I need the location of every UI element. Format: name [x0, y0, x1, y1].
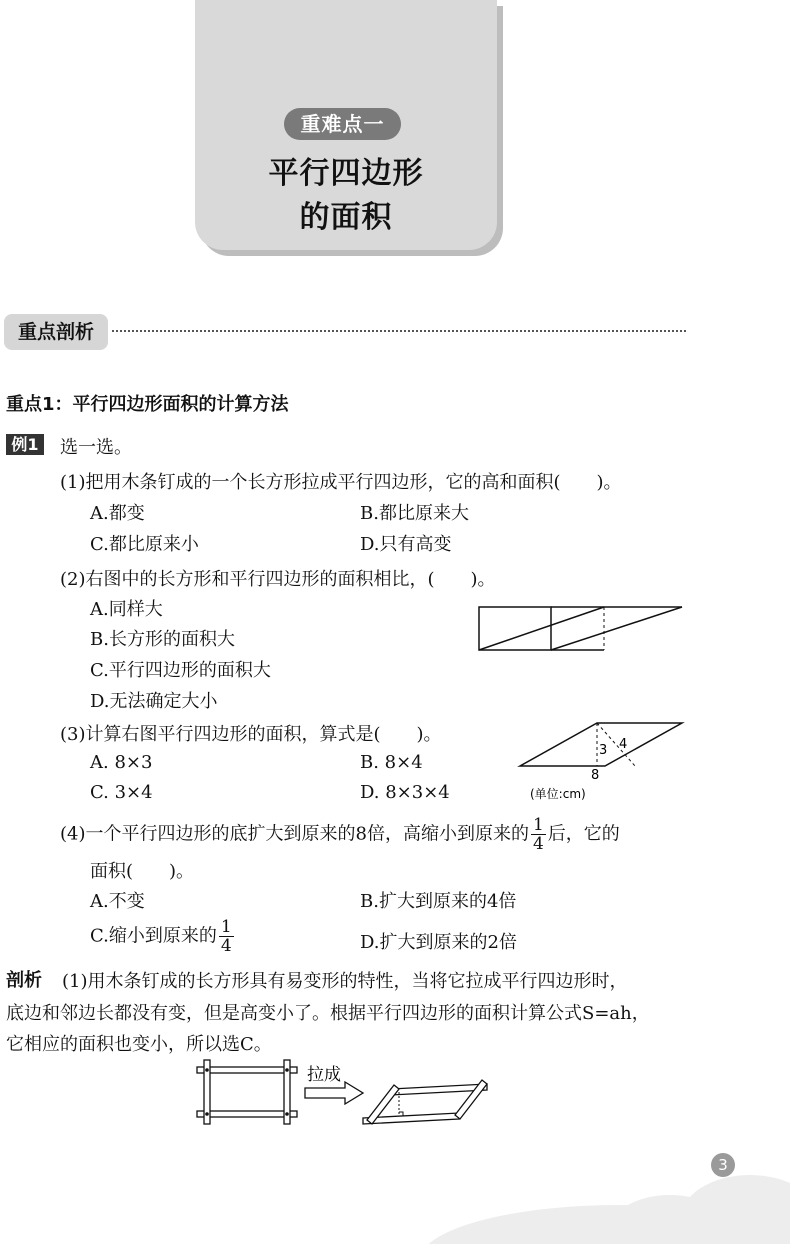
lesson-title-line1: 平行四边形 [268, 156, 424, 191]
question-4-option-c [90, 918, 236, 955]
fraction-numerator: 1 [220, 917, 232, 937]
analysis-label: 剖析 [6, 970, 42, 991]
fraction-denominator: 4 [532, 834, 544, 854]
figure-side-label: 4 [619, 737, 628, 752]
question-2-option-b: B.长方形的面积大 [90, 629, 235, 650]
example-label: 例1 [6, 434, 44, 455]
question-1-option-c: C.都比原来小 [90, 534, 199, 555]
page-number: 3 [711, 1153, 735, 1177]
question-3-option-b: B. 8×4 [360, 752, 423, 773]
question-4-option-b: B.扩大到原来的4倍 [360, 891, 517, 912]
figure-unit-label: (单位:cm) [530, 787, 586, 801]
analysis-line-3: 它相应的面积也变小，所以选C。 [6, 1034, 272, 1055]
section-divider [112, 330, 686, 332]
question-1-stem: (1)把用木条钉成的一个长方形拉成平行四边形，它的高和面积( )。 [60, 472, 622, 493]
question-2-option-c: C.平行四边形的面积大 [90, 660, 271, 681]
example-instruction: 选一选。 [60, 437, 132, 458]
question-4-option-c-text: C.缩小到原来的 [90, 925, 217, 947]
question-2-option-d: D.无法确定大小 [90, 691, 218, 712]
question-3-option-a: A. 8×3 [90, 752, 153, 773]
section-label: 重点剖析 [4, 314, 108, 350]
parallelogram-figure [515, 718, 687, 804]
question-4-stem-part1: (4)一个平行四边形的底扩大到原来的8倍，高缩小到原来的 [60, 823, 529, 845]
question-1-option-a: A.都变 [90, 503, 145, 524]
question-1-option-b: B.都比原来大 [360, 503, 469, 524]
lesson-title-line2: 的面积 [299, 200, 393, 235]
figure-height-label: 3 [599, 743, 608, 758]
question-3-option-d: D. 8×3×4 [360, 782, 450, 803]
analysis-line-1: (1)用木条钉成的长方形具有易变形的特性，当将它拉成平行四边形时， [62, 971, 628, 992]
stretch-label: 拉成 [307, 1065, 341, 1085]
question-1-option-d: D.只有高变 [360, 534, 452, 555]
question-2-option-a: A.同样大 [90, 599, 163, 620]
frame-stretch-figure [195, 1058, 495, 1130]
fraction-one-quarter-c [219, 918, 234, 955]
question-2-stem: (2)右图中的长方形和平行四边形的面积相比，( )。 [60, 569, 496, 590]
question-3-stem: (3)计算右图平行四边形的面积，算式是( )。 [60, 724, 442, 745]
rectangle-parallelogram-figure [476, 604, 686, 654]
question-4-stem [60, 816, 620, 853]
fraction-one-quarter [531, 816, 546, 853]
question-4-option-a: A.不变 [90, 891, 145, 912]
lesson-badge: 重难点一 [284, 108, 401, 140]
analysis-line-2: 底边和邻边长都没有变，但是高变小了。根据平行四边形的面积计算公式S=ah， [6, 1003, 650, 1024]
question-4-option-d: D.扩大到原来的2倍 [360, 932, 517, 953]
question-4-stem-line2: 面积( )。 [90, 861, 195, 882]
key-point-heading: 重点1：平行四边形面积的计算方法 [6, 394, 289, 415]
fraction-numerator: 1 [532, 815, 544, 835]
fraction-denominator: 4 [220, 936, 232, 956]
question-3-option-c: C. 3×4 [90, 782, 153, 803]
question-4-stem-part2: 后，它的 [547, 823, 620, 845]
figure-base-label: 8 [591, 768, 600, 783]
